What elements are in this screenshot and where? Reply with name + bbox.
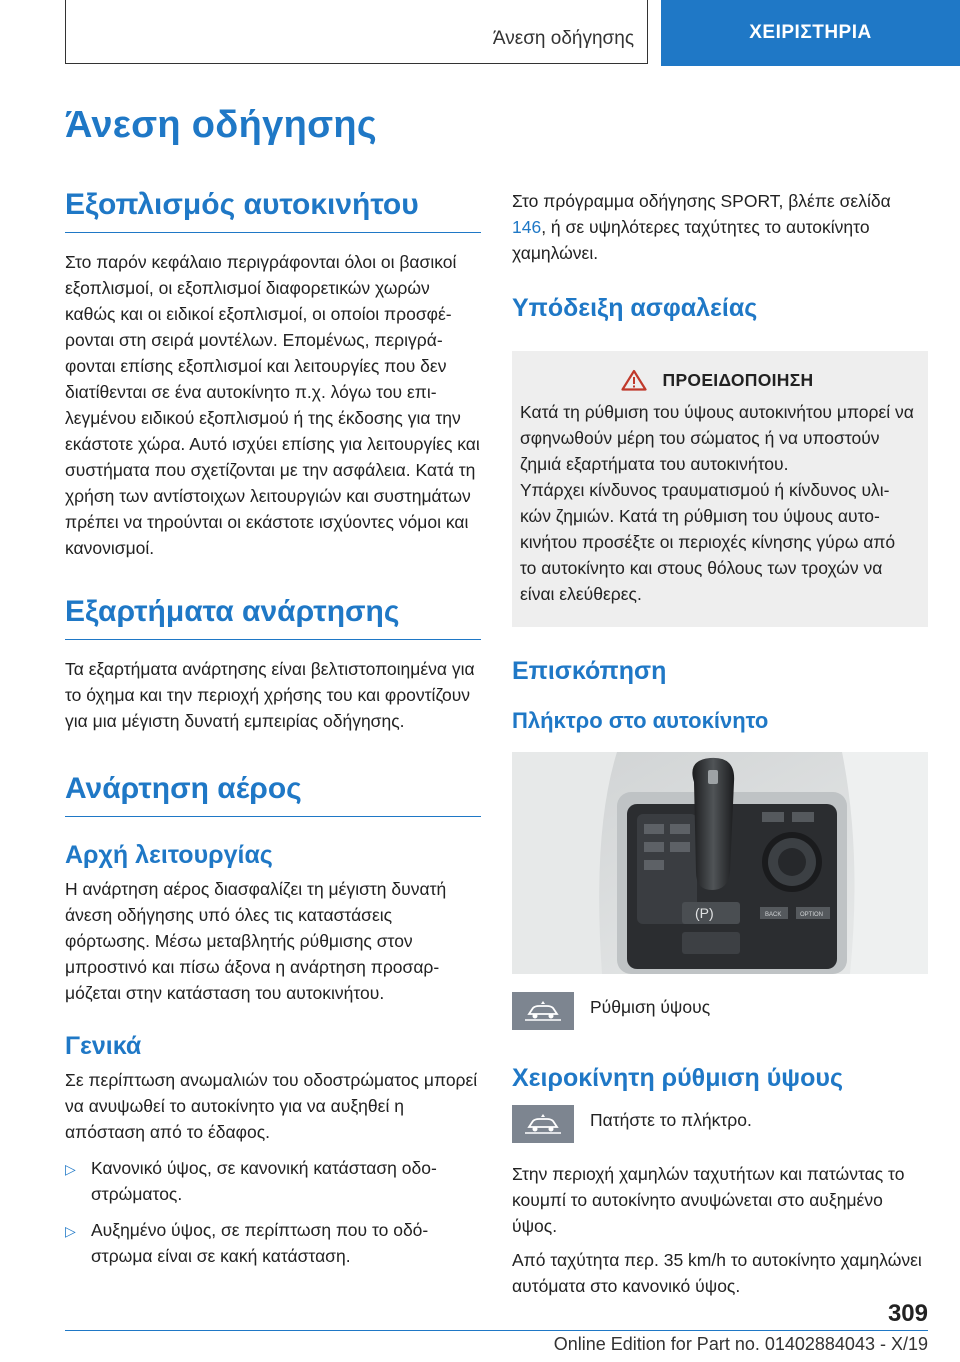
heading-manual-height: Χειροκίνητη ρύθμιση ύψους — [512, 1064, 843, 1092]
triangle-bullet-icon: ▷ — [65, 1223, 76, 1239]
triangle-bullet-icon: ▷ — [65, 1161, 76, 1177]
list-item-text: Κανονικό ύψος, σε κανονική κατάσταση οδοστρώματος. — [91, 1158, 437, 1204]
list-item — [65, 1155, 481, 1207]
heading-safety-note: Υπόδειξη ασφαλείας — [512, 294, 758, 322]
page-title: Άνεση οδήγησης — [65, 104, 377, 146]
right-column — [512, 188, 928, 1299]
warning-paragraph-2: Υπάρχει κίνδυνος τραυματισμού ή κίνδυνος υλικών ζημιών. Κατά τη ρύθμιση του ύψους αυτοκινήτου προσέξτε οι περιοχές κίνησης γύρω από το αυτοκίνητο και στους θόλους των τροχών να είναι ελεύθερες. — [520, 480, 896, 604]
footer-edition: Online Edition for Part no. 01402884043 - X/19 — [553, 1334, 928, 1354]
sport-text-start: Στο πρόγραμμα οδήγησης SPORT, βλέπε σελίδα — [512, 191, 891, 211]
heading-general: Γενικά — [65, 1032, 142, 1060]
list-item-text: Αυξημένο ύψος, σε περίπτωση που το οδόστρωμα είναι σε κακή κατάσταση. — [91, 1220, 429, 1266]
paragraph-principle: Η ανάρτηση αέρος διασφαλίζει τη μέγιστη δυνατή άνεση οδήγησης υπό όλες τις καταστάσεις φόρτωσης. Μέσω μεταβλητής ρύθμισης στον μπροστινό και πίσω άξονα η ανάρτηση προσαρμόζεται στην κατάσταση του αυτοκινήτου. — [65, 879, 447, 1003]
press-button-row — [512, 1105, 928, 1143]
page-reference-link[interactable]: 146 — [512, 217, 542, 237]
paragraph-low-speed: Στην περιοχή χαμηλών ταχυτήτων και πατώντας το κουμπί το αυτοκίνητο ανυψώνεται στο αυξημένο ύψος. — [512, 1164, 905, 1236]
photo-label-back: BACK — [765, 912, 782, 918]
sport-text-end: , ή σε υψηλότερες ταχύτητες το αυτοκίνητο χαμηλώνει. — [512, 217, 870, 263]
page-number: 309 — [887, 1300, 928, 1327]
paragraph-suspension-components: Τα εξαρτήματα ανάρτησης είναι βελτιστοποιημένα για το όχημα και την περιοχή χρήσης του και φροντίζουν για μια μέγιστη δυνατή εμπειρίας οδήγησης. — [65, 659, 475, 731]
car-height-icon — [523, 1113, 563, 1135]
heading-vehicle-equipment: Εξοπλισμός αυτοκινήτου — [65, 188, 481, 233]
warning-box — [512, 351, 928, 627]
paragraph-vehicle-equipment: Στο παρόν κεφάλαιο περιγράφονται όλοι οι βασικοί εξοπλισμοί, οι εξοπλισμοί διαφορετικών χωρών καθώς και οι ειδικοί εξοπλισμοί, οι οποίοι προσφέρονται στη σειρά μοντέλων. Επομένως, περιγράφονται επίσης εξοπλισμοί και λειτουργίες που δεν διατίθενται σε ένα αυτοκίνητο π.χ. λόγω του επιλεγμένου ειδικού εξοπλισμού ή της έκδοσης για την εκάστοτε χώρα. Αυτό ισχύει επίσης για λειτουργίες και συστήματα που σχετίζονται με την ασφάλεια. Κατά τη χρήση των αντίστοιχων λειτουργιών και συστημάτων πρέπει να τηρούνται οι εκάστοτε ισχύοντες νόμοι και κανονισμοί. — [65, 252, 480, 558]
svg-text:(P): (P) — [695, 905, 714, 921]
paragraph-general: Σε περίπτωση ανωμαλιών του οδοστρώματος μπορεί να ανυψωθεί το αυτοκίνητο για να αυξηθεί η απόσταση από το έδαφος. — [65, 1070, 478, 1142]
heading-overview: Επισκόπηση — [512, 657, 667, 685]
heading-principle: Αρχή λειτουργίας — [65, 841, 273, 869]
header-section-title: Άνεση οδήγησης — [492, 28, 634, 49]
paragraph-auto-lower: Από ταχύτητα περ. 35 km/h το αυτοκίνητο χαμηλώνει αυτόματα στο κανονικό ύψος. — [512, 1250, 922, 1296]
height-adjust-button-icon[interactable] — [512, 1105, 574, 1143]
heading-button-in-vehicle: Πλήκτρο στο αυτοκίνητο — [512, 708, 769, 733]
heading-suspension-components: Εξαρτήματα ανάρτησης — [65, 595, 481, 640]
left-column — [65, 188, 481, 1269]
paragraph-sport-mode — [512, 188, 928, 266]
press-button-text: Πατήστε το πλήκτρο. — [590, 1110, 752, 1130]
warning-label: ΠΡΟΕΙΔΟΠΟΙΗΣΗ — [662, 369, 814, 390]
heading-air-suspension: Ανάρτηση αέρος — [65, 772, 481, 817]
header-chapter-tab[interactable]: ΧΕΙΡΙΣΤΗΡΙΑ — [661, 0, 960, 66]
warning-header — [520, 369, 914, 391]
height-adjust-button-icon[interactable] — [512, 992, 574, 1030]
center-console-photo — [512, 752, 928, 974]
car-height-icon — [523, 1000, 563, 1022]
warning-paragraph-1: Κατά τη ρύθμιση του ύψους αυτοκινήτου μπορεί να σφηνωθούν μέρη του σώματος ή να υποστούν ζημιά εξαρτήματα του αυτοκινήτου. — [520, 402, 914, 474]
warning-triangle-icon — [621, 369, 647, 391]
height-adjust-button-row — [512, 992, 928, 1030]
photo-label-option: OPTION — [800, 912, 824, 918]
footer-divider — [65, 1330, 928, 1331]
list-item — [65, 1217, 481, 1269]
height-adjust-label: Ρύθμιση ύψους — [590, 997, 711, 1017]
